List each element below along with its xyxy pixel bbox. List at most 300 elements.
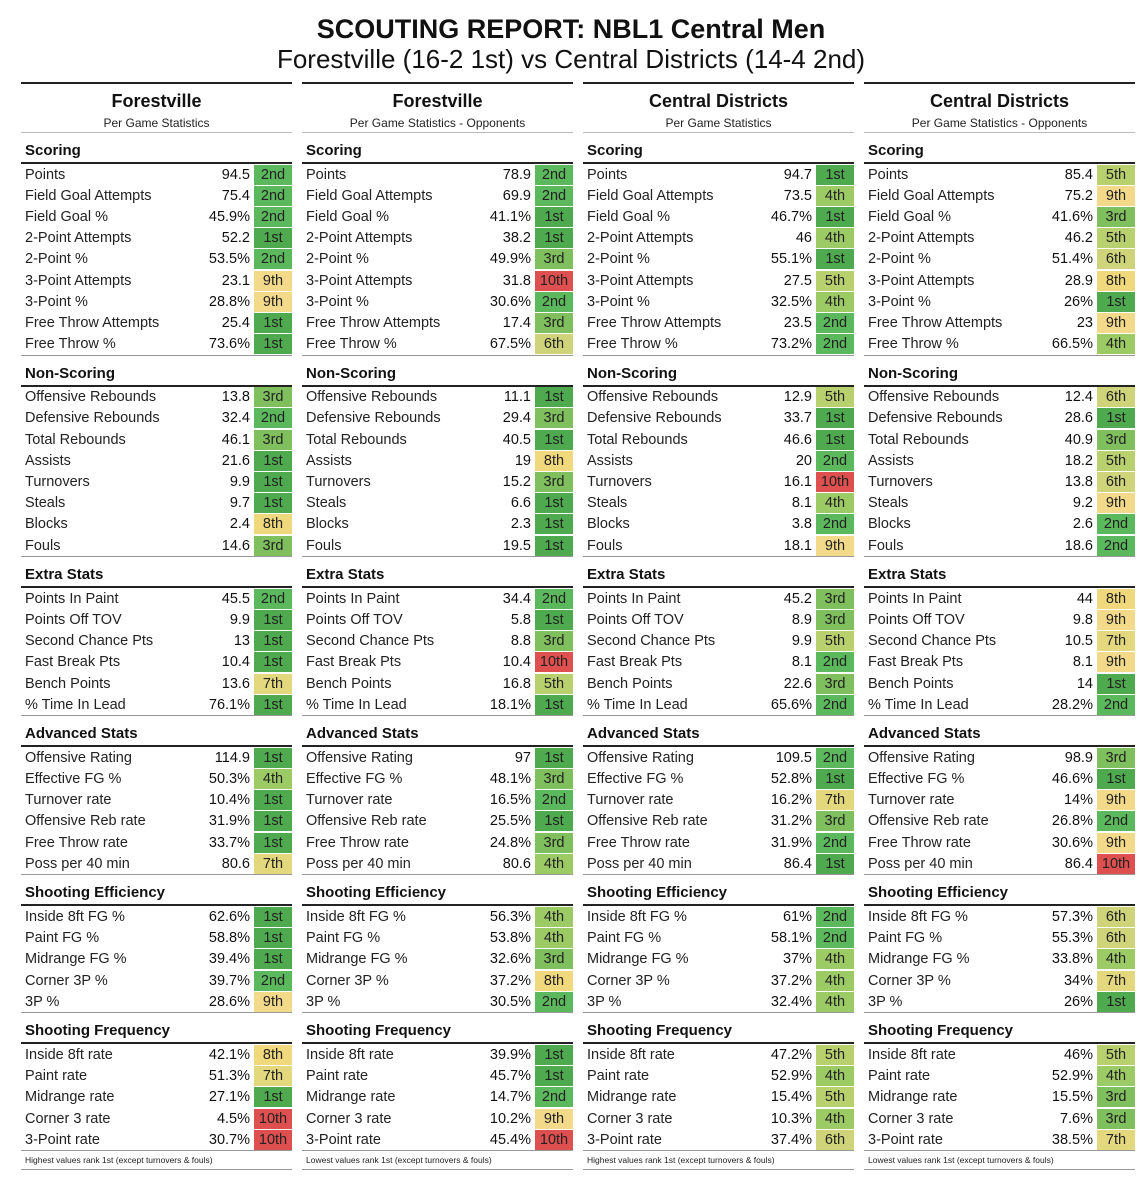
stat-label: Turnovers xyxy=(868,474,933,491)
stat-value: 12.4 xyxy=(1064,389,1093,406)
stat-label: Inside 8ft FG % xyxy=(587,909,687,926)
rank-badge: 2nd xyxy=(816,833,854,853)
stat-value: 45.2 xyxy=(783,590,812,607)
section-heading: Advanced Stats xyxy=(583,716,854,747)
stat-label: Midrange rate xyxy=(868,1089,958,1106)
rank-badge: 5th xyxy=(816,271,854,291)
stat-value: 109.5 xyxy=(775,749,812,766)
stat-label: Turnovers xyxy=(587,474,652,491)
stat-value: 32.6% xyxy=(489,951,531,968)
stat-row xyxy=(864,906,1135,927)
stat-row xyxy=(21,673,292,694)
stat-label: Second Chance Pts xyxy=(25,633,154,650)
stat-value: 9.9 xyxy=(229,474,250,491)
panel-team-name: Central Districts xyxy=(648,91,789,111)
rank-badge: 2nd xyxy=(816,907,854,927)
stat-value: 10.3% xyxy=(770,1110,812,1127)
stat-row xyxy=(302,609,573,630)
rank-badge: 1st xyxy=(1097,769,1135,789)
stat-row xyxy=(21,429,292,450)
stat-row xyxy=(21,928,292,949)
stat-row xyxy=(21,185,292,206)
stat-value: 10.2% xyxy=(489,1110,531,1127)
panel-team-name: Forestville xyxy=(392,91,483,111)
stat-label: Points In Paint xyxy=(868,590,962,607)
stat-value: 26% xyxy=(1063,293,1093,310)
stat-value: 57.3% xyxy=(1051,909,1093,926)
stat-label: Midrange FG % xyxy=(868,951,970,968)
panel-footnote: Lowest values rank 1st (except turnovers & fouls) xyxy=(864,1151,1135,1170)
stat-value: 8.1 xyxy=(1072,654,1093,671)
stat-row xyxy=(864,1129,1135,1150)
rank-badge: 1st xyxy=(816,207,854,227)
stat-label: Blocks xyxy=(25,516,68,533)
rank-badge: 1st xyxy=(535,610,573,630)
stat-row xyxy=(864,535,1135,556)
rank-badge: 1st xyxy=(254,833,292,853)
section-heading: Non-Scoring xyxy=(21,356,292,387)
stat-value: 28.8% xyxy=(208,293,250,310)
rank-badge: 1st xyxy=(254,748,292,768)
rank-badge: 4th xyxy=(816,186,854,206)
stat-row xyxy=(583,1044,854,1065)
section-rows xyxy=(864,1044,1135,1151)
stat-label: Offensive Reb rate xyxy=(306,813,427,830)
rank-badge: 10th xyxy=(535,652,573,672)
section-rows xyxy=(583,387,854,558)
rank-badge: 2nd xyxy=(535,992,573,1012)
stat-label: Corner 3 rate xyxy=(306,1110,392,1127)
stat-row xyxy=(583,769,854,790)
stat-row xyxy=(583,450,854,471)
stat-row xyxy=(21,970,292,991)
stat-value: 18.1 xyxy=(783,537,812,554)
stat-value: 14 xyxy=(1076,675,1093,692)
rank-badge: 1st xyxy=(1097,408,1135,428)
stat-value: 3.8 xyxy=(791,516,812,533)
stat-row xyxy=(21,906,292,927)
rank-badge: 4th xyxy=(816,228,854,248)
rank-badge: 2nd xyxy=(1097,514,1135,534)
stat-value: 2.3 xyxy=(510,516,531,533)
stat-row xyxy=(21,747,292,768)
stat-value: 39.4% xyxy=(208,951,250,968)
stat-row xyxy=(302,652,573,673)
rank-badge: 10th xyxy=(1097,854,1135,874)
rank-badge: 4th xyxy=(254,769,292,789)
rank-badge: 9th xyxy=(816,536,854,556)
stat-value: 2.6 xyxy=(1072,516,1093,533)
section-heading: Shooting Efficiency xyxy=(864,875,1135,906)
stat-label: Points In Paint xyxy=(25,590,119,607)
rank-badge: 1st xyxy=(535,536,573,556)
section-rows xyxy=(21,164,292,356)
stat-value: 41.1% xyxy=(489,208,531,225)
rank-badge: 10th xyxy=(254,1109,292,1129)
stat-value: 16.5% xyxy=(489,792,531,809)
stat-row xyxy=(302,450,573,471)
stat-value: 52.9% xyxy=(1051,1068,1093,1085)
rank-badge: 10th xyxy=(535,271,573,291)
rank-badge: 5th xyxy=(1097,1045,1135,1065)
stat-row xyxy=(21,206,292,227)
rank-badge: 8th xyxy=(1097,271,1135,291)
rank-badge: 4th xyxy=(1097,949,1135,969)
rank-badge: 1st xyxy=(254,928,292,948)
stat-row xyxy=(583,185,854,206)
stat-row xyxy=(21,832,292,853)
stat-label: Corner 3 rate xyxy=(587,1110,673,1127)
stat-value: 52.8% xyxy=(770,771,812,788)
stat-value: 10.4 xyxy=(221,654,250,671)
stat-row xyxy=(864,970,1135,991)
panel-team-name: Forestville xyxy=(111,91,202,111)
stat-row xyxy=(21,1129,292,1150)
stat-value: 18.1% xyxy=(489,696,531,713)
stat-row xyxy=(21,291,292,312)
stat-label: Paint FG % xyxy=(306,930,381,947)
stat-row xyxy=(302,949,573,970)
stat-label: Turnover rate xyxy=(25,792,112,809)
stat-label: Effective FG % xyxy=(587,771,684,788)
rank-badge: 3rd xyxy=(254,387,292,407)
stat-value: 39.9% xyxy=(489,1046,531,1063)
stat-row xyxy=(583,493,854,514)
stat-value: 55.3% xyxy=(1051,930,1093,947)
section-heading: Advanced Stats xyxy=(864,716,1135,747)
stat-label: Points In Paint xyxy=(306,590,400,607)
stat-row xyxy=(864,334,1135,355)
rank-badge: 3rd xyxy=(535,249,573,269)
stat-label: Points Off TOV xyxy=(587,611,684,628)
stat-row xyxy=(583,694,854,715)
rank-badge: 5th xyxy=(1097,165,1135,185)
stat-row xyxy=(583,673,854,694)
stat-row xyxy=(583,609,854,630)
stat-row xyxy=(583,429,854,450)
stat-row xyxy=(864,1044,1135,1065)
stat-row xyxy=(21,387,292,408)
stat-label: Free Throw rate xyxy=(306,834,409,851)
stat-label: Paint rate xyxy=(306,1068,369,1085)
stat-row xyxy=(302,769,573,790)
stat-label: Offensive Rebounds xyxy=(587,389,719,406)
stat-label: Paint FG % xyxy=(25,930,100,947)
stat-value: 5.8 xyxy=(510,611,531,628)
stat-value: 86.4 xyxy=(783,855,812,872)
stat-label: Turnover rate xyxy=(306,792,393,809)
stat-label: Fast Break Pts xyxy=(25,654,121,671)
stat-row xyxy=(864,949,1135,970)
rank-badge: 1st xyxy=(535,493,573,513)
stat-value: 14.7% xyxy=(489,1089,531,1106)
rank-badge: 6th xyxy=(1097,387,1135,407)
rank-badge: 2nd xyxy=(535,1087,573,1107)
stat-value: 31.2% xyxy=(770,813,812,830)
stat-row xyxy=(864,588,1135,609)
stat-row xyxy=(583,1129,854,1150)
rank-badge: 9th xyxy=(254,992,292,1012)
stat-row xyxy=(21,588,292,609)
panel-footnote: Highest values rank 1st (except turnovers & fouls) xyxy=(21,1151,292,1170)
stat-label: 3P % xyxy=(587,993,622,1010)
section-heading: Non-Scoring xyxy=(864,356,1135,387)
section-rows xyxy=(864,588,1135,716)
section-heading: Scoring xyxy=(864,133,1135,164)
stat-label: Corner 3P % xyxy=(868,972,951,989)
rank-badge: 4th xyxy=(816,1066,854,1086)
section-rows xyxy=(21,387,292,558)
section-rows xyxy=(302,906,573,1013)
stat-row xyxy=(583,228,854,249)
stat-row xyxy=(583,535,854,556)
rank-badge: 3rd xyxy=(1097,430,1135,450)
stat-value: 8.8 xyxy=(510,633,531,650)
stats-panel xyxy=(583,82,854,1170)
stat-label: Points Off TOV xyxy=(25,611,122,628)
stat-label: Field Goal % xyxy=(25,208,109,225)
stat-value: 10.4% xyxy=(208,792,250,809)
rank-badge: 3rd xyxy=(535,408,573,428)
rank-badge: 1st xyxy=(254,334,292,354)
stat-row xyxy=(302,312,573,333)
stat-row xyxy=(302,928,573,949)
rank-badge: 2nd xyxy=(816,313,854,333)
stat-value: 17.4 xyxy=(502,314,531,331)
stat-value: 73.2% xyxy=(770,336,812,353)
section-heading: Scoring xyxy=(302,133,573,164)
stat-value: 30.5% xyxy=(489,993,531,1010)
stat-value: 73.5 xyxy=(783,187,812,204)
stat-row xyxy=(583,949,854,970)
rank-badge: 4th xyxy=(1097,334,1135,354)
section-heading: Extra Stats xyxy=(864,557,1135,588)
stat-label: 3P % xyxy=(306,993,341,1010)
stat-label: Offensive Reb rate xyxy=(868,813,989,830)
stat-label: Bench Points xyxy=(25,675,111,692)
stat-row xyxy=(583,832,854,853)
rank-badge: 1st xyxy=(254,1087,292,1107)
stat-row xyxy=(21,631,292,652)
rank-badge: 1st xyxy=(535,1066,573,1086)
stat-row xyxy=(302,673,573,694)
section-heading: Shooting Efficiency xyxy=(583,875,854,906)
stat-row xyxy=(21,1066,292,1087)
stat-row xyxy=(864,185,1135,206)
stat-row xyxy=(302,228,573,249)
rank-badge: 3rd xyxy=(1097,1087,1135,1107)
stat-row xyxy=(864,928,1135,949)
rank-badge: 5th xyxy=(816,387,854,407)
stat-row xyxy=(864,471,1135,492)
stat-label: Free Throw rate xyxy=(868,834,971,851)
stat-value: 28.9 xyxy=(1064,272,1093,289)
rank-badge: 9th xyxy=(1097,833,1135,853)
rank-badge: 4th xyxy=(816,292,854,312)
stat-row xyxy=(21,790,292,811)
stat-value: 94.5 xyxy=(221,166,250,183)
stat-label: 2-Point % xyxy=(587,251,650,268)
stat-value: 46.6 xyxy=(783,431,812,448)
rank-badge: 9th xyxy=(254,271,292,291)
stat-label: 3-Point Attempts xyxy=(868,272,975,289)
section-heading: Shooting Frequency xyxy=(864,1013,1135,1044)
rank-badge: 1st xyxy=(816,430,854,450)
stat-row xyxy=(302,408,573,429)
panel-subtitle: Per Game Statistics xyxy=(103,116,210,130)
rank-badge: 3rd xyxy=(816,589,854,609)
rank-badge: 2nd xyxy=(254,207,292,227)
stat-label: Inside 8ft rate xyxy=(868,1046,956,1063)
stat-value: 45.9% xyxy=(208,208,250,225)
stat-label: Fouls xyxy=(587,537,623,554)
stat-row xyxy=(302,429,573,450)
stat-row xyxy=(583,588,854,609)
stat-row xyxy=(302,991,573,1012)
rank-badge: 5th xyxy=(816,631,854,651)
section-rows xyxy=(583,906,854,1013)
stat-row xyxy=(302,588,573,609)
stat-row xyxy=(583,970,854,991)
stat-value: 46.1 xyxy=(221,431,250,448)
rank-badge: 2nd xyxy=(816,695,854,715)
stat-label: Bench Points xyxy=(587,675,673,692)
rank-badge: 1st xyxy=(254,652,292,672)
stat-row xyxy=(583,334,854,355)
rank-badge: 4th xyxy=(816,493,854,513)
rank-badge: 1st xyxy=(535,811,573,831)
stat-label: Inside 8ft rate xyxy=(25,1046,113,1063)
stat-row xyxy=(21,312,292,333)
stat-value: 31.8 xyxy=(502,272,531,289)
stat-value: 98.9 xyxy=(1064,749,1093,766)
stat-row xyxy=(21,228,292,249)
stat-row xyxy=(302,1129,573,1150)
rank-badge: 1st xyxy=(254,451,292,471)
rank-badge: 7th xyxy=(816,790,854,810)
rank-badge: 6th xyxy=(1097,249,1135,269)
rank-badge: 2nd xyxy=(816,334,854,354)
stat-row xyxy=(21,949,292,970)
stat-value: 86.4 xyxy=(1064,855,1093,872)
stats-panel xyxy=(864,82,1135,1170)
stat-value: 45.4% xyxy=(489,1131,531,1148)
stat-value: 51.4% xyxy=(1051,251,1093,268)
rank-badge: 3rd xyxy=(816,610,854,630)
stat-row xyxy=(864,429,1135,450)
stat-value: 75.4 xyxy=(221,187,250,204)
stat-row xyxy=(864,832,1135,853)
stat-label: Paint FG % xyxy=(587,930,662,947)
stat-label: Offensive Rating xyxy=(868,749,975,766)
stat-row xyxy=(21,408,292,429)
stat-label: Turnover rate xyxy=(868,792,955,809)
stat-row xyxy=(583,164,854,185)
stat-value: 9.9 xyxy=(229,611,250,628)
stat-row xyxy=(864,408,1135,429)
stat-value: 10.4 xyxy=(502,654,531,671)
stat-value: 16.2% xyxy=(770,792,812,809)
stat-label: Inside 8ft FG % xyxy=(868,909,968,926)
stat-label: 2-Point % xyxy=(306,251,369,268)
rank-badge: 1st xyxy=(254,631,292,651)
stat-label: Total Rebounds xyxy=(868,431,969,448)
rank-badge: 3rd xyxy=(535,313,573,333)
rank-badge: 1st xyxy=(816,249,854,269)
stat-label: Inside 8ft rate xyxy=(587,1046,675,1063)
stat-label: Assists xyxy=(25,452,71,469)
stat-value: 73.6% xyxy=(208,336,250,353)
rank-badge: 1st xyxy=(254,493,292,513)
rank-badge: 3rd xyxy=(816,674,854,694)
stat-label: Corner 3P % xyxy=(306,972,389,989)
stat-value: 46.7% xyxy=(770,208,812,225)
rank-badge: 4th xyxy=(816,992,854,1012)
stat-label: Turnover rate xyxy=(587,792,674,809)
stat-value: 12.9 xyxy=(783,389,812,406)
stat-row xyxy=(864,747,1135,768)
stat-value: 8.9 xyxy=(791,611,812,628)
stat-label: Free Throw % xyxy=(868,336,959,353)
stat-label: Fouls xyxy=(25,537,61,554)
rank-badge: 1st xyxy=(254,811,292,831)
stat-row xyxy=(864,790,1135,811)
rank-badge: 1st xyxy=(254,228,292,248)
stat-row xyxy=(302,493,573,514)
rank-badge: 8th xyxy=(535,971,573,991)
stat-label: Poss per 40 min xyxy=(868,855,973,872)
stat-value: 20 xyxy=(795,452,812,469)
rank-badge: 2nd xyxy=(1097,536,1135,556)
stat-label: Offensive Rebounds xyxy=(306,389,438,406)
panel-subtitle: Per Game Statistics xyxy=(665,116,772,130)
stat-label: Points Off TOV xyxy=(868,611,965,628)
stat-value: 19 xyxy=(514,452,531,469)
stat-value: 16.1 xyxy=(783,474,812,491)
stat-label: Fast Break Pts xyxy=(587,654,683,671)
stat-value: 30.6% xyxy=(489,293,531,310)
stat-label: Blocks xyxy=(587,516,630,533)
rank-badge: 1st xyxy=(254,790,292,810)
stat-value: 53.5% xyxy=(208,251,250,268)
stat-label: 3-Point Attempts xyxy=(25,272,132,289)
stat-value: 62.6% xyxy=(208,909,250,926)
stat-value: 27.5 xyxy=(783,272,812,289)
stat-row xyxy=(864,673,1135,694)
rank-badge: 5th xyxy=(1097,451,1135,471)
stat-value: 15.2 xyxy=(502,474,531,491)
stat-row xyxy=(583,206,854,227)
section-heading: Scoring xyxy=(583,133,854,164)
rank-badge: 9th xyxy=(1097,313,1135,333)
rank-badge: 2nd xyxy=(535,790,573,810)
section-rows xyxy=(583,588,854,716)
rank-badge: 1st xyxy=(254,313,292,333)
rank-badge: 7th xyxy=(254,674,292,694)
section-heading: Non-Scoring xyxy=(302,356,573,387)
section-rows xyxy=(583,747,854,875)
stat-value: 42.1% xyxy=(208,1046,250,1063)
stat-row xyxy=(864,291,1135,312)
stat-value: 41.6% xyxy=(1051,208,1093,225)
stat-label: Midrange FG % xyxy=(306,951,408,968)
stat-row xyxy=(21,652,292,673)
stat-value: 28.2% xyxy=(1051,696,1093,713)
stat-row xyxy=(864,1066,1135,1087)
stat-label: Paint FG % xyxy=(868,930,943,947)
section-rows xyxy=(302,747,573,875)
stat-label: Midrange rate xyxy=(306,1089,396,1106)
